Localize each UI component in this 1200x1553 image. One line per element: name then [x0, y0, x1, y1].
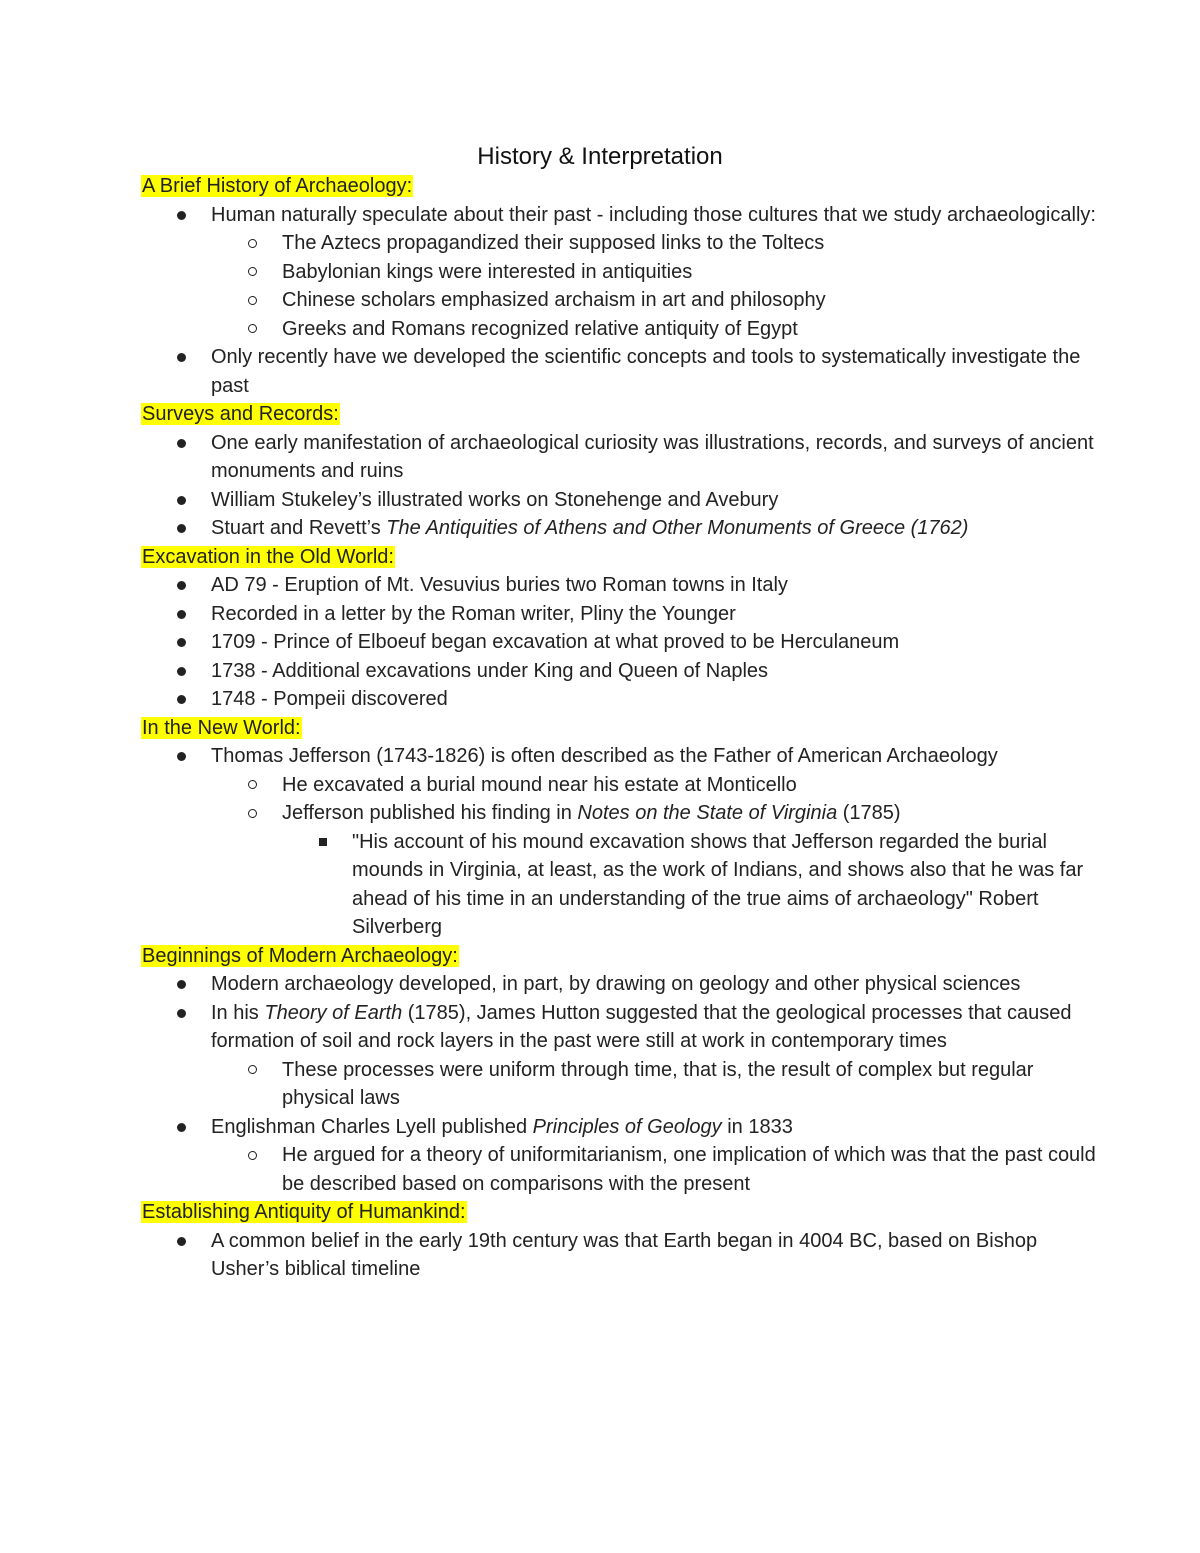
- bullet-circle-icon: [248, 780, 257, 789]
- list-item: [141, 1227, 1101, 1284]
- bullet-disc-icon: [177, 211, 186, 220]
- list-item-text: AD 79 - Eruption of Mt. Vesuvius buries two Roman towns in Italy: [211, 574, 788, 596]
- bullet-circle-icon: [248, 324, 257, 333]
- list-item-text: 1738 - Additional excavations under King and Queen of Naples: [211, 659, 769, 682]
- list-item: [141, 657, 1101, 686]
- list-item: [141, 201, 1101, 230]
- list-item-text-prefix: Englishman Charles Lyell published: [211, 1115, 533, 1138]
- page-title: History & Interpretation: [477, 143, 723, 170]
- document-body: [141, 172, 1101, 1284]
- bullet-circle-icon: [248, 1151, 257, 1160]
- bullet-disc-icon: [177, 1123, 186, 1132]
- bullet-list: [141, 201, 1101, 401]
- list-item-text: Greeks and Romans recognized relative antiquity of Egypt: [282, 317, 798, 340]
- list-item-text: William Stukeley’s illustrated works on Stonehenge and Avebury: [211, 488, 779, 511]
- sub-sub-list-item: [141, 828, 1101, 942]
- list-item-text: A common belief in the early 19th century was that Earth began in 4004 BC, based on Bishop Usher’s biblical timeline: [211, 1229, 1038, 1280]
- list-item: [141, 343, 1101, 400]
- list-item: [141, 1113, 1101, 1142]
- bullet-disc-icon: [177, 695, 186, 704]
- bullet-disc-icon: [177, 752, 186, 761]
- list-item-text: He argued for a theory of uniformitarianism, one implication of which was that the past could be described based on comparisons with the present: [282, 1144, 1096, 1195]
- sub-list-item: [141, 229, 1101, 258]
- book-title: Notes on the State of Virginia: [577, 802, 838, 824]
- list-item: [141, 514, 1101, 543]
- list-item: [141, 628, 1101, 657]
- list-item-text: Recorded in a letter by the Roman writer, Pliny the Younger: [211, 602, 736, 625]
- list-item: [141, 742, 1101, 771]
- bullet-disc-icon: [177, 1009, 186, 1018]
- bullet-list: [141, 970, 1101, 1198]
- section-heading: [141, 942, 1101, 971]
- bullet-circle-icon: [248, 1065, 257, 1074]
- sub-list-item: [141, 1141, 1101, 1198]
- bullet-disc-icon: [177, 610, 186, 619]
- list-item-text-suffix: (1785), James Hutton suggested that the geological processes that caused formation of soil and rock layers in the past were still at work in contemporary times: [211, 1001, 1072, 1052]
- bullet-disc-icon: [177, 353, 186, 362]
- list-item-text: Chinese scholars emphasized archaism in art and philosophy: [282, 289, 826, 311]
- list-item: [141, 571, 1101, 600]
- bullet-circle-icon: [248, 809, 257, 818]
- sub-list-item: [141, 286, 1101, 315]
- book-title: Theory of Earth: [264, 1001, 403, 1024]
- bullet-list: [141, 742, 1101, 942]
- list-item-text: Thomas Jefferson (1743-1826) is often described as the Father of American Archaeology: [211, 745, 998, 767]
- highlighted-heading-text: Beginnings of Modern Archaeology:: [142, 944, 458, 967]
- section-heading: [141, 1198, 1101, 1227]
- list-item-text: Human naturally speculate about their past - including those cultures that we study archaeologically:: [211, 203, 1096, 226]
- list-item: [141, 600, 1101, 629]
- section-heading: [141, 400, 1101, 429]
- list-item-text: 1748 - Pompeii discovered: [211, 688, 448, 710]
- list-item: [141, 429, 1101, 486]
- list-item: [141, 486, 1101, 515]
- section-heading: [141, 172, 1101, 201]
- highlighted-heading-text: Excavation in the Old World:: [142, 545, 394, 568]
- list-item-text-suffix: (1785): [837, 802, 901, 824]
- list-item-text: These processes were uniform through time, that is, the result of complex but regular physical laws: [282, 1058, 1034, 1109]
- bullet-circle-icon: [248, 267, 257, 276]
- list-item-text: Modern archaeology developed, in part, by drawing on geology and other physical sciences: [211, 973, 1021, 995]
- bullet-list: [141, 1227, 1101, 1284]
- highlighted-heading-text: A Brief History of Archaeology:: [142, 175, 413, 197]
- highlighted-heading-text: Establishing Antiquity of Humankind:: [142, 1201, 466, 1223]
- bullet-circle-icon: [248, 239, 257, 248]
- list-item-text-suffix: in 1833: [721, 1115, 793, 1138]
- bullet-disc-icon: [177, 667, 186, 676]
- bullet-disc-icon: [177, 439, 186, 448]
- list-item-text-prefix: Stuart and Revett’s: [211, 517, 387, 539]
- list-item-text: The Aztecs propagandized their supposed links to the Toltecs: [282, 232, 825, 254]
- sub-list-item: [141, 1056, 1101, 1113]
- sub-list-item: [141, 771, 1101, 800]
- bullet-square-icon: [319, 838, 327, 846]
- bullet-disc-icon: [177, 980, 186, 989]
- highlighted-heading-text: Surveys and Records:: [142, 403, 339, 425]
- list-item-text-prefix: Jefferson published his finding in: [282, 802, 578, 824]
- list-item-text: One early manifestation of archaeological curiosity was illustrations, records, and surveys of ancient monuments and ruins: [211, 431, 1094, 482]
- quote-text: "His account of his mound excavation shows that Jefferson regarded the burial mounds in Virginia, at least, as the work of Indians, and shows also that he was far ahead of his time in an understanding of the true aims of archaeology" Robert Silverberg: [352, 830, 1084, 938]
- bullet-disc-icon: [177, 524, 186, 533]
- bullet-disc-icon: [177, 496, 186, 505]
- list-item-text: Only recently have we developed the scientific concepts and tools to systematically investigate the past: [211, 346, 1081, 397]
- highlighted-heading-text: In the New World:: [142, 716, 301, 739]
- book-title: The Antiquities of Athens and Other Monuments of Greece (1762): [386, 517, 969, 539]
- bullet-list: [141, 429, 1101, 543]
- list-item: [141, 970, 1101, 999]
- bullet-disc-icon: [177, 581, 186, 590]
- bullet-circle-icon: [248, 296, 257, 305]
- book-title: Principles of Geology: [532, 1115, 722, 1138]
- bullet-list: [141, 571, 1101, 714]
- list-item: [141, 999, 1101, 1056]
- list-item-text: He excavated a burial mound near his estate at Monticello: [282, 773, 797, 796]
- list-item-text: Babylonian kings were interested in antiquities: [282, 260, 693, 283]
- bullet-disc-icon: [177, 638, 186, 647]
- sub-list-item: [141, 799, 1101, 828]
- bullet-disc-icon: [177, 1237, 186, 1246]
- sub-list-item: [141, 258, 1101, 287]
- list-item-text-prefix: In his: [211, 1001, 265, 1024]
- list-item-text: 1709 - Prince of Elboeuf began excavation at what proved to be Herculaneum: [211, 631, 900, 653]
- list-item: [141, 685, 1101, 714]
- sub-list-item: [141, 315, 1101, 344]
- section-heading: [141, 543, 1101, 572]
- section-heading: [141, 714, 1101, 743]
